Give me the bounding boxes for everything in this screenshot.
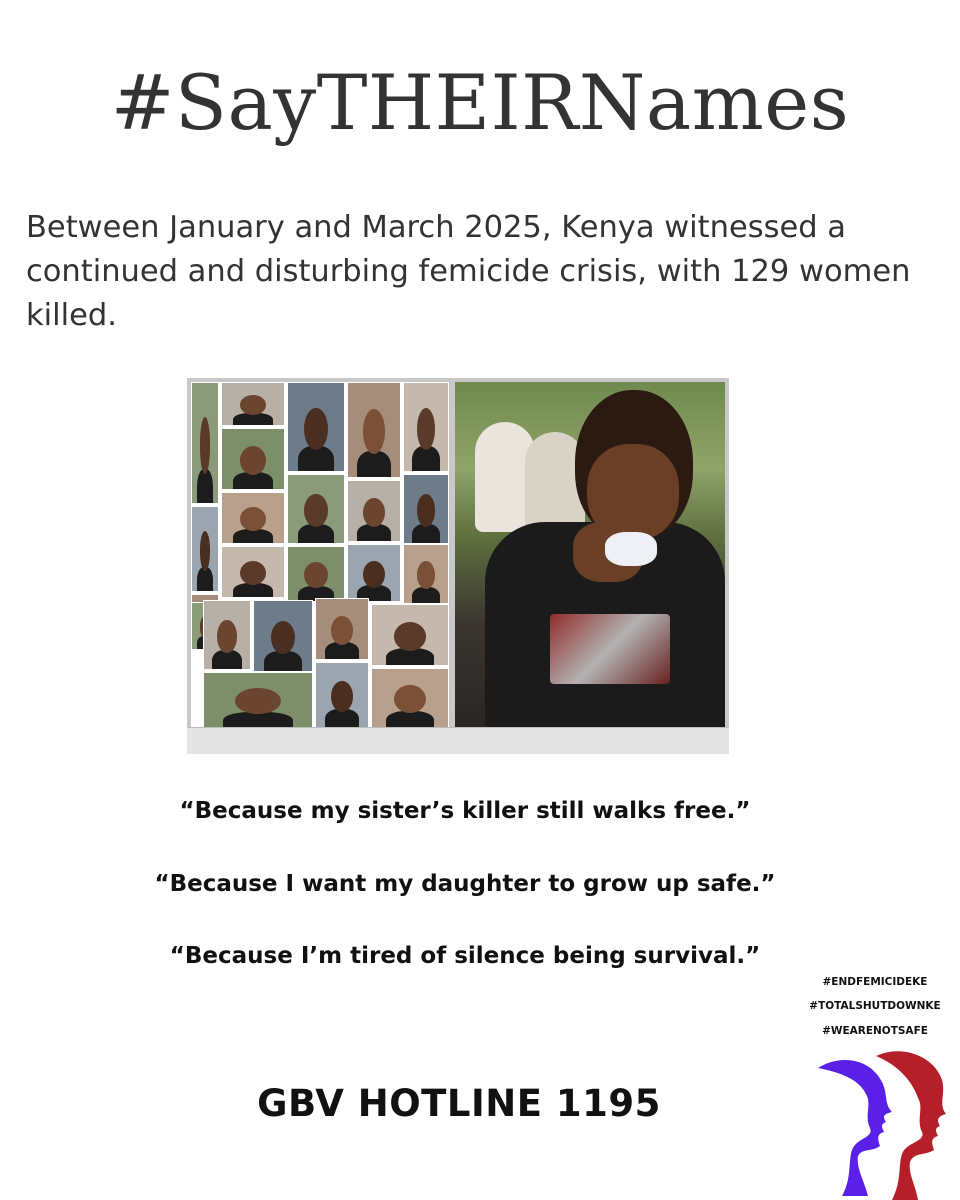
collage-photo — [347, 544, 401, 602]
quote-3: “Because I’m tired of silence being survival.” — [169, 943, 761, 969]
portrait-face — [271, 621, 295, 655]
portrait-shoulders — [233, 413, 273, 426]
book-base — [187, 727, 729, 754]
collage-photo — [221, 382, 285, 426]
collage-photo — [403, 544, 449, 604]
portrait-shoulders — [386, 648, 435, 666]
portrait-face — [240, 395, 266, 415]
portrait-face — [394, 622, 426, 651]
collage-photo — [287, 382, 345, 472]
collage-photo — [221, 492, 285, 544]
portrait-shoulders — [212, 650, 241, 670]
collage-photo — [191, 506, 219, 592]
portrait-face — [394, 685, 426, 713]
portrait-shoulders — [264, 651, 301, 672]
gbv-hotline: GBV HOTLINE 1195 — [257, 1082, 661, 1125]
featured-photo — [455, 382, 725, 728]
portrait-shoulders — [223, 712, 292, 728]
collage-photo — [371, 604, 449, 666]
collage-photo — [403, 382, 449, 472]
portrait-face — [417, 494, 435, 527]
portrait-face — [417, 408, 435, 450]
portrait-shoulders — [197, 567, 214, 592]
shirt-print — [550, 614, 670, 684]
portrait-shoulders — [357, 451, 390, 478]
hashtag-endfemicide: #ENDFEMICIDEKE — [822, 976, 928, 988]
portrait-face — [304, 494, 328, 527]
portrait-shoulders — [412, 446, 440, 472]
portrait-shoulders — [233, 472, 273, 490]
portrait-face — [217, 620, 236, 653]
collage-photo — [203, 672, 313, 728]
portrait-shoulders — [197, 469, 214, 504]
collage-photo — [221, 546, 285, 598]
collage-photo — [253, 600, 313, 672]
portrait-face — [200, 417, 211, 475]
quote-1: “Because my sister’s killer still walks free.” — [179, 798, 751, 824]
portrait-face — [363, 498, 385, 527]
hashtag-wearenotsafe: #WEARENOTSAFE — [822, 1025, 928, 1037]
portrait-face — [331, 616, 353, 645]
collage-photo — [371, 668, 449, 728]
collage-photo — [287, 546, 345, 602]
collage-photo — [315, 662, 369, 728]
collage-photo — [347, 382, 401, 478]
portrait-face — [240, 561, 266, 585]
portrait-shoulders — [386, 711, 435, 728]
portrait-face — [240, 507, 266, 531]
collage-photo — [403, 474, 449, 544]
portrait-shoulders — [298, 446, 334, 472]
portrait-face — [235, 688, 280, 714]
collage-photo — [191, 382, 219, 504]
page-title: #SayTHEIRNames — [110, 58, 850, 147]
portrait-face — [363, 561, 385, 588]
portrait-face — [331, 681, 353, 712]
photo-collage — [187, 378, 729, 754]
purple-profile — [818, 1060, 892, 1196]
collage-photo — [287, 474, 345, 544]
portrait-shoulders — [233, 583, 273, 598]
collage-left-page — [191, 382, 449, 728]
portrait-face — [200, 531, 211, 571]
collage-photo — [203, 600, 251, 670]
quote-2: “Because I want my daughter to grow up safe.” — [154, 871, 776, 897]
mourner-scene — [455, 382, 725, 728]
portrait-face — [363, 409, 385, 454]
tissue — [605, 532, 657, 566]
portrait-face — [304, 408, 328, 450]
portrait-shoulders — [357, 524, 390, 542]
portrait-shoulders — [325, 709, 358, 728]
collage-photo — [221, 428, 285, 490]
intro-paragraph: Between January and March 2025, Kenya witnessed a continued and disturbing femicide crisis, with 129 women killed. — [26, 210, 911, 333]
red-profile — [876, 1051, 946, 1200]
portrait-face — [304, 562, 328, 588]
portrait-shoulders — [325, 642, 358, 660]
portrait-face — [417, 561, 435, 589]
collage-photo — [315, 598, 369, 660]
portrait-shoulders — [233, 529, 273, 544]
hashtag-totalshutdown: #TOTALSHUTDOWNKE — [809, 1000, 941, 1012]
portrait-shoulders — [412, 587, 440, 604]
portrait-shoulders — [298, 524, 334, 544]
portrait-shoulders — [412, 524, 440, 544]
portrait-face — [240, 446, 266, 475]
women-profiles-logo — [812, 1048, 960, 1200]
collage-photo — [347, 480, 401, 542]
